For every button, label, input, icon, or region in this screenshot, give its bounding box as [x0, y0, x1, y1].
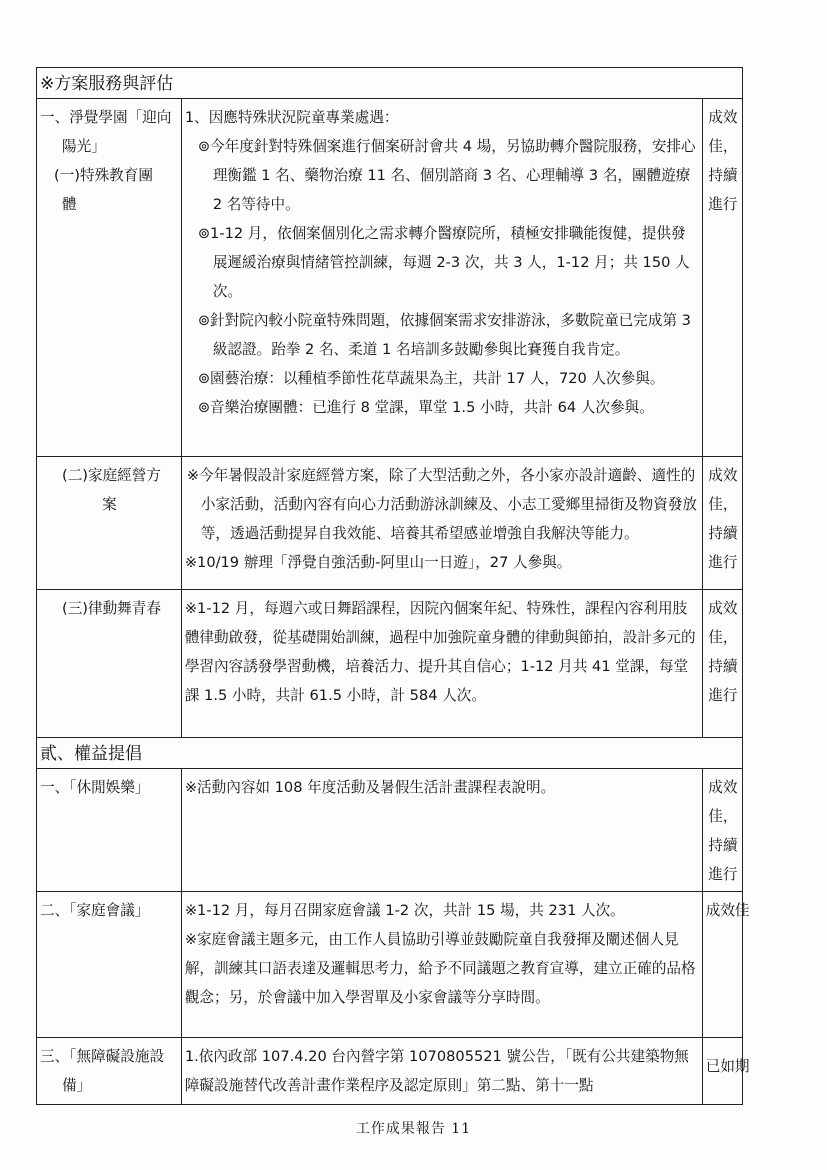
- content-item: ※10/19 辦理「淨覺自強活動-阿里山一日遊」，27 人參與。: [184, 554, 572, 571]
- content-cell: [181, 769, 702, 892]
- report-table: [36, 67, 750, 1105]
- content-item: ※1-12 月，每月召開家庭會議 1-2 次，共計 15 場，共 231 人次。: [184, 902, 625, 919]
- table-row: [37, 99, 743, 457]
- content-item: ※今年暑假設計家庭經營方案，除了大型活動之外，各小家亦設計適齡、適性的小家活動，活動內容有向心力活動游泳訓練及、小志工愛鄉里掃街及物資發放等，透過活動提昇自我效能、培養其希望感並增強自我解決等能力。: [186, 467, 698, 542]
- category-cell: [37, 892, 182, 1038]
- section-header-advocacy: [37, 738, 743, 769]
- page-footer: 工作成果報告 11: [355, 1121, 472, 1137]
- section-header-service: [37, 68, 743, 99]
- content-item: ※活動內容如 108 年度活動及暑假生活計畫課程表說明。: [184, 779, 556, 796]
- content-cell: [181, 1038, 702, 1105]
- content-item: ※1-12 月，每週六或日舞蹈課程，因院內個案年紀、特殊性，課程內容利用肢體律動啟發，從基礎開始訓練，過程中加強院童身體的律動與節拍，設計多元的學習內容誘發學習動機，培養活力、提升其自信心；1-12 月共 41 堂課，每堂課 1.5 小時，共計 61.5 小時，計 584 人次。: [184, 600, 696, 704]
- content-item: ⊚園藝治療：以種植季節性花草蔬果為主，共計 17 人，720 人次參與。: [197, 370, 665, 387]
- subcategory-label: 體: [62, 196, 77, 213]
- category-label: 二、「家庭會議」: [40, 902, 150, 919]
- table-row: [37, 457, 743, 590]
- category-cell: [37, 99, 182, 457]
- evaluation-cell: 成效佳，持續進行: [702, 769, 742, 892]
- evaluation-cell: 成效佳，持續進行: [702, 590, 742, 738]
- category-label: 一、淨覺學園「迎向: [40, 109, 172, 126]
- category-label: (三)律動舞青春: [62, 600, 161, 617]
- table-row: [37, 769, 743, 892]
- content-item: ⊚針對院內較小院童特殊問題，依據個案需求安排游泳，多數院童已完成第 3 級認證。跆拳 2 名、柔道 1 名培訓多鼓勵參與比賽獲自我肯定。: [197, 312, 691, 358]
- section-title: ※方案服務與評估: [37, 68, 743, 99]
- content-cell: [181, 590, 702, 738]
- category-label: 陽光」: [62, 138, 106, 155]
- content-cell: [181, 457, 702, 590]
- subcategory-label: (一)特殊教育團: [54, 167, 153, 184]
- content-intro: 1、因應特殊狀況院童專業處遇：: [184, 109, 399, 126]
- category-cell: [37, 457, 182, 590]
- content-item: ⊚今年度針對特殊個案進行個案研討會共 4 場，另協助轉介醫院服務，安排心理衡鑑 1 名、藥物治療 11 名、個別諮商 3 名、心理輔導 3 名，團體遊療 2 名等待中。: [197, 138, 696, 213]
- category-label: 一、「休閒娛樂」: [40, 779, 150, 796]
- category-label: 備」: [62, 1077, 92, 1094]
- category-cell: [37, 769, 182, 892]
- category-label: 三、「無障礙設施設: [40, 1048, 165, 1065]
- category-label: 案: [102, 496, 117, 513]
- content-item: ⊚1-12 月，依個案個別化之需求轉介醫療院所，積極安排職能復健，提供發展遲緩治療與情緒管控訓練，每週 2-3 次，共 3 人，1-12 月；共 150 人次。: [197, 225, 690, 300]
- content-cell: [181, 892, 702, 1038]
- evaluation-cell: 成效佳，持續進行: [702, 457, 742, 590]
- content-item: 1.依內政部 107.4.20 台內營字第 1070805521 號公告，「既有公共建築物無障礙設施替代改善計畫作業程序及認定原則」第二點、第十一點: [184, 1048, 689, 1094]
- section-title: 貳、權益提倡: [37, 738, 743, 769]
- content-item: ⊚音樂治療團體：已進行 8 堂課，單堂 1.5 小時，共計 64 人次參與。: [197, 399, 654, 416]
- table-row: [37, 892, 743, 1038]
- content-cell: [181, 99, 702, 457]
- content-item: ※家庭會議主題多元，由工作人員協助引導並鼓勵院童自我發揮及闡述個人見解，訓練其口語表達及邏輯思考力，給予不同議題之教育宣導，建立正確的品格觀念；另，於會議中加入學習單及小家會議等分享時間。: [184, 931, 696, 1006]
- table-row: [37, 590, 743, 738]
- category-cell: [37, 590, 182, 738]
- evaluation-cell: 已如期: [702, 1038, 742, 1105]
- evaluation-cell: 成效佳，持續進行: [702, 99, 742, 457]
- evaluation-cell: 成效佳: [702, 892, 742, 1038]
- table-row: [37, 1038, 743, 1105]
- category-cell: [37, 1038, 182, 1105]
- category-label: (二)家庭經營方: [62, 467, 161, 484]
